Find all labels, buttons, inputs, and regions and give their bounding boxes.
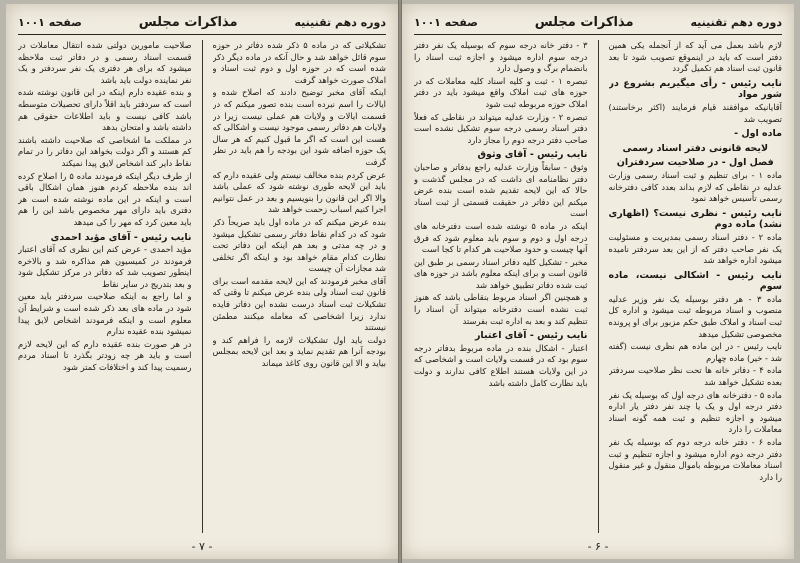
paragraph: ماده ۱ - برای تنظیم و ثبت اسناد رسمی وزارت عدلیه در نقاطی که لازم بداند بعدد کافی دفترخانه رسمی تأسیس خواهد نمود <box>608 169 782 204</box>
paragraph: آقایانیکه موافقند قیام فرمایند (اکثر برخاستند) تصویب شد <box>608 101 782 124</box>
text-column-left <box>18 40 192 533</box>
paragraph: وثوق - سابقاً وزارت عدلیه راجع بدفاتر و صاحبان دفتر نظامنامه ای داشت که در مجلس گذشت و حالا که این لایحه تقدیم شده است بنده عرض میکنم این دفاتر در حقیقت قسمتی از ثبت اسناد است <box>414 161 588 219</box>
paragraph: ماده ۵ - دفترخانه های درجه اول که بوسیله یک نفر دفتر درجه اول و یک یا چند نفر دفتر یار اداره میشود و اجازه تنظیم و ثبت همه گونه اسناد معاملات را دارد <box>608 389 782 435</box>
right-page <box>402 4 794 559</box>
column-divider <box>598 40 599 533</box>
paragraph: ماده ۲ - دفتر اسناد رسمی بمدیریت و مسئولیت یک نفر صاحب دفتر که از این بعد سردفتر نامیده میشود اداره خواهد شد <box>608 231 782 266</box>
session-label: دوره دهم تقنینیه <box>690 15 782 29</box>
speaker-heading: ماده اول - <box>734 128 782 140</box>
folio: - ۷ - <box>191 540 213 553</box>
paragraph: در هر صورت بنده عقیده دارم که این لایحه لازم است و باید هر چه زودتر بگذرد تا اسناد مردم رسمیت پیدا کند و اختلافات کمتر شود <box>18 338 192 373</box>
speaker-heading: فصل اول - در صلاحیت سردفتران <box>616 157 774 169</box>
folio: - ۶ - <box>587 540 609 553</box>
page-header <box>414 12 782 32</box>
speaker-heading: نایب رئیس - نظری نیست؟ (اظهاری نشد) ماده دوم <box>608 207 782 231</box>
paragraph: لازم باشد بعمل می آید که از آنجمله یکی همین دفتر است که باید در اینموقع تصویب شود تا بعد قانون ثبت اسناد هم تکمیل گردد <box>608 40 782 74</box>
paragraph: آقای مخبر فرمودند که این لایحه مقدمه است برای قانون ثبت اسناد ولی بنده عرض میکنم تا وقتی که تشکیلات ثبت اسناد درست نشده این دفاتر فایده ندارد زیرا اشخاصی که معامله میکنند مطمئن نیستند <box>212 275 386 333</box>
speaker-heading: نایب رئیس - آقای اعتبار <box>474 330 588 342</box>
paragraph: از طرف دیگر اینکه فرمودند ماده ۵ را اصلاح کرده اند بنده ملاحظه کردم هنوز همان اشکال باقی است و اینکه در این ماده نوشته شده است هر دفتری باید دارای مهر مخصوص باشد این را هم باید معین کرد که مهر را کی میدهد <box>18 170 192 227</box>
paragraph: تشکیلاتی که در ماده ۵ ذکر شده دفاتر در حوزه سوم قائل خواهد شد و حال آنکه در ماده دیگر ذکر شده است که در حوزه اول و دوم ثبت اسناد و املاک صورت خواهد گرفت <box>212 40 386 85</box>
text-column-right <box>609 40 783 533</box>
paragraph: و بنده عقیده دارم اینکه در این قانون نوشته شده است که سردفتر باید اقلاً دارای تحصیلات متوسطه باشد کافی نیست و باید اطلاعات حقوقی هم داشته باشد و امتحان بدهد <box>18 87 192 133</box>
paragraph: دولت باید اول تشکیلات لازمه را فراهم کند و بودجه آنرا هم تقدیم نماید و بعد این لایحه بمجلس بیاید و الا این قانون روی کاغذ میماند <box>212 334 386 369</box>
paragraph: اعتبار - اشکال بنده در ماده مربوط بدفاتر درجه سوم بود که در قسمت ولایات است و اشخاصی که در این ولایات هستند اطلاع کافی ندارند و دولت باید نظارت کامل داشته باشد <box>414 342 588 388</box>
page-title: مذاکرات مجلس <box>534 14 634 30</box>
speaker-heading: نایب رئیس - اشکالی نیست، ماده سوم <box>608 269 782 293</box>
text-column-left <box>414 40 588 533</box>
session-label: دوره دهم تقنینیه <box>294 15 386 29</box>
paragraph: اینکه آقای مخبر توضیح دادند که اصلاح شده و ایالات را اسم نبرده است بنده تصور میکنم که در قسمت ایالات و ولایات هم عملی نیست زیرا در ولایات هم دفاتر رسمی موجود نیست و اشکالی که هست این است که اگر ما قبول کنیم که هر سال یک حوزه اضافه شود این بودجه را هم باید در نظر گرفت <box>212 87 386 167</box>
paragraph: ماده ۶ - دفتر خانه درجه دوم که بوسیله یک نفر دفتر درجه دوم اداره میشود و اجازه تنظیم و ثبت اسناد معاملات مربوطه باموال منقول و غیر منقول را دارد <box>608 437 782 482</box>
paragraph: ماده ۳ - هر دفتر بوسیله یک نفر وزیر عدلیه منصوب و اسناد مربوطه ثبت میشود و اداره کل ثبت اسناد و املاک طبق حکم مزبور برای او پرونده مخصوصی تشکیل میدهد <box>608 293 782 339</box>
text-columns <box>18 40 386 533</box>
paragraph: ماده ۴ - دفاتر خانه ها تحت نظر صلاحیت سردفتر بعده تشکیل خواهد شد <box>608 365 782 388</box>
page-number-label: صفحه ۱۰۰۱ <box>414 15 478 29</box>
paragraph: مؤید احمدی - عرض کنم این نظری که آقای اعتبار فرمودند در کمیسیون هم مذاکره شد و بالاخره اینطور تصویب شد که دفاتر در مرکز تشکیل شود و بعد بتدریج در سایر نقاط <box>18 244 192 289</box>
column-divider <box>202 40 203 533</box>
page-header <box>18 12 386 32</box>
paragraph: بنده عرض میکنم که در ماده اول باید صریحاً ذکر شود که در کدام نقاط دفاتر رسمی تشکیل میشود و در چه مدتی و بعد هم اینکه این دفاتر تحت نظارت کدام مقام خواهد بود و اینکه اگر تخلفی شد مجازات آن چیست <box>212 216 386 274</box>
page-title: مذاکرات مجلس <box>138 14 238 30</box>
paragraph: تبصره ۱ - ثبت و کلیه اسناد کلیه معاملات که در حوزه های ثبت املاک واقع میشود باید در دفتر املاک حوزه مربوطه ثبت شود <box>414 75 588 109</box>
speaker-heading: نایب رئیس - رأی میگیریم بشروع در شور مواد <box>608 77 782 101</box>
paragraph: در مملکت ما اشخاصی که صلاحیت داشته باشند کم هستند و اگر دولت بخواهد این دفاتر را در تمام نقاط دایر کند اشخاص لایق پیدا نمیکند <box>18 134 192 168</box>
paragraph: عرض کردم بنده مخالف نیستم ولی عقیده دارم که باید این لایحه طوری نوشته شود که عملی باشد والا اگر این قانون را بنویسیم و بعد در عمل نتوانیم اجرا کنیم اسباب زحمت خواهد شد <box>212 169 386 215</box>
paragraph: مخبر - تشکیل کلیه دفاتر اسناد رسمی بر طبق این قانون است و برای اینکه معلوم باشد در حوزه های ثبت شده دفاتر تطبیق خواهد شد <box>414 256 588 290</box>
speaker-heading: نایب رئیس - آقای مؤید احمدی <box>50 231 192 243</box>
paragraph: نایب رئیس - در این ماده هم نظری نیست (گفته شد - خیر) ماده چهارم <box>608 341 782 363</box>
paragraph: و همچنین اگر اسناد مربوط بنقاطی باشد که هنوز ثبت نشده است دفترخانه میتواند آن اسناد را تنظیم کند و بعد به اداره ثبت بفرستد <box>414 292 588 326</box>
paragraph: صلاحیت مامورین دولتی شده انتقال معاملات در قسمت اسناد رسمی و در دفاتر ثبت ملاحظه میشود که برای هر دفتری یک نفر سردفتر و یک نفر نماینده دولت باید باشد <box>18 40 192 85</box>
left-page <box>6 4 398 559</box>
text-columns <box>414 40 782 533</box>
header-rule <box>414 34 782 35</box>
paragraph: تبصره ۲ - وزارت عدلیه میتواند در نقاطی که فعلاً دفتر اسناد رسمی درجه سوم تشکیل نشده است صاحب دفتر درجه دوم را مجاز دارد <box>414 111 588 145</box>
page-number-label: صفحه ۱۰۰۱ <box>18 15 82 29</box>
text-column-right <box>213 40 387 533</box>
paragraph: و اما راجع به اینکه صلاحیت سردفتر باید معین شود در ماده های بعد ذکر شده است و شرایط آن معلوم است و اینکه فرمودند اشخاص لایق پیدا نمیشود بنده عقیده ندارم <box>18 291 192 337</box>
header-rule <box>18 34 386 35</box>
speaker-heading: نایب رئیس - آقای وثوق <box>477 149 588 161</box>
speaker-heading: لایحه قانونی دفتر اسناد رسمی <box>622 142 769 154</box>
paragraph: ۳ - دفتر خانه درجه سوم که بوسیله یک نفر دفتر درجه سوم اداره میشود و اجازه ثبت اسناد را بانضمام برگ و وصول دارد <box>414 40 588 74</box>
paragraph: اینکه در ماده ۵ نوشته شده است دفترخانه های درجه اول و دوم و سوم باید معلوم شود که فرق آنها چیست و حدود صلاحیت هر کدام تا کجا است <box>414 220 588 255</box>
